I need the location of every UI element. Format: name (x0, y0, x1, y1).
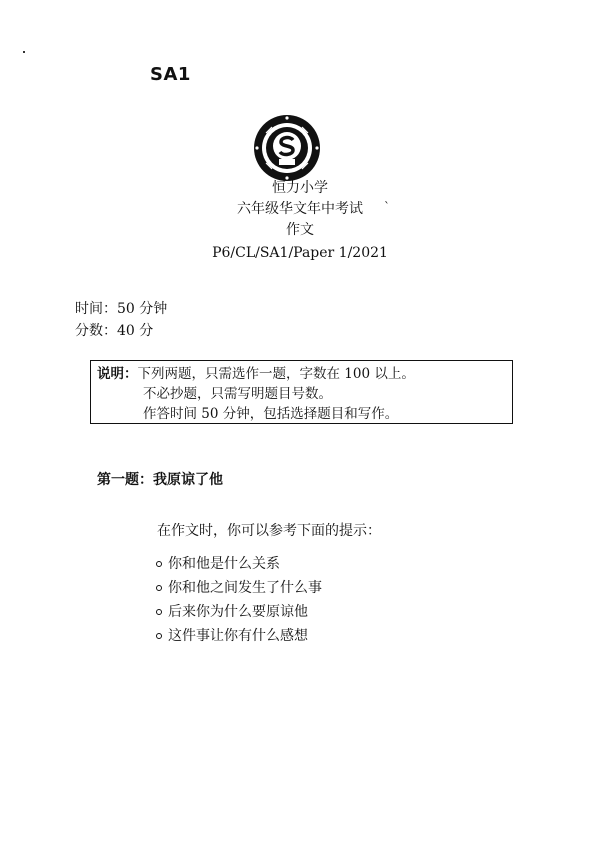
instructions-label: 说明： (97, 366, 138, 382)
bullet-icon (156, 633, 162, 639)
list-item: 这件事让你有什么感想 (156, 624, 322, 648)
question-1-title: 第一题：我原谅了他 (97, 472, 223, 488)
assessment-tag: SA1 (150, 64, 191, 85)
subject-name: 作文 (286, 222, 314, 238)
list-item: 你和他是什么关系 (156, 552, 322, 576)
school-crest-logo (252, 113, 322, 183)
bullet-icon (156, 609, 162, 615)
hint-intro: 在作文时，你可以参考下面的提示： (157, 523, 381, 539)
exam-name: 六年级华文年中考试 (237, 201, 363, 217)
bullet-icon (156, 585, 162, 591)
paper-header (0, 178, 600, 264)
bullet-icon (156, 561, 162, 567)
time-allowed: 时间：50 分钟 (75, 301, 168, 317)
scan-speck (23, 51, 25, 53)
list-item: 后来你为什么要原谅他 (156, 600, 322, 624)
instruction-line-1: 说明：下列两题，只需选作一题，字数在 100 以上。 (97, 366, 415, 382)
hint-list (156, 552, 322, 648)
paper-code: P6/CL/SA1/Paper 1/2021 (212, 245, 388, 261)
stray-mark: ˋ (384, 200, 390, 214)
instruction-line-3: 作答时间 50 分钟，包括选择题目和写作。 (143, 406, 399, 422)
instruction-line-2: 不必抄题，只需写明题目号数。 (143, 386, 332, 402)
school-name: 恒力小学 (272, 180, 328, 196)
total-marks: 分数：40 分 (75, 323, 154, 339)
instructions-box (90, 360, 513, 424)
list-item: 你和他之间发生了什么事 (156, 576, 322, 600)
